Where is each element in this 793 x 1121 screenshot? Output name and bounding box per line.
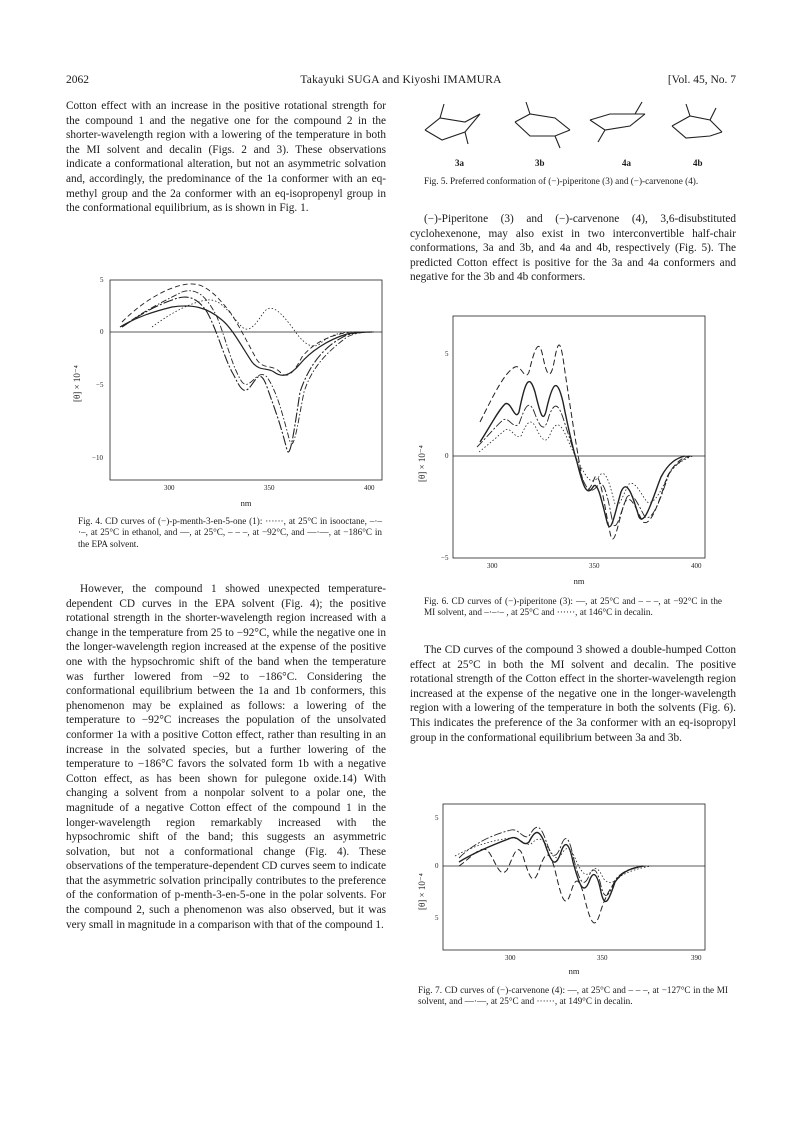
fig6-curve-mi-25 — [480, 382, 685, 527]
running-header — [66, 74, 736, 90]
fig7-xtick: 300 — [505, 954, 516, 962]
fig5-label-4b: 4b — [693, 158, 703, 168]
figure-7 — [415, 800, 715, 980]
fig7-curve-mi-25 — [459, 833, 643, 902]
fig7-ytick: 5 — [435, 814, 439, 822]
fig6-ytick: −5 — [441, 554, 449, 562]
fig7-curve-decalin-25 — [459, 827, 643, 895]
fig7-xlabel: nm — [568, 966, 580, 976]
figure-6 — [415, 312, 715, 586]
fig6-ylabel: [θ] × 10⁻⁴ — [417, 445, 427, 482]
fig4-xtick: 350 — [264, 484, 275, 492]
right-paragraph-1: (−)-Piperitone (3) and (−)-carvenone (4), 3,6-disubstituted cyclohexenone, may also exist in two interconvertible half-chair conformations, 3a and 3b, and 4a and 4b, respectively (Fig. 5). The predicted Cotton effect is positive for the 3a and 4a conformers and negative for the 3b and 4b conformers. — [410, 213, 736, 284]
fig7-ytick: 5 — [435, 914, 439, 922]
fig4-xtick: 400 — [364, 484, 375, 492]
fig7-caption: Fig. 7. CD curves of (−)-carvenone (4): —, at 25°C and – – –, at −127°C in the MI solvent, and —·—, at 25°C and ······, at 149°C in decalin. — [418, 985, 728, 1007]
right-paragraph-2: The CD curves of the compound 3 showed a double-humped Cotton effect at 25°C in both the MI solvent and decalin. The positive rotational strength of the Cotton effect in the shorter-wavelength region increased at the expense of the negative one in the longer-wavelength region with a lowering of the temperature in both the solvents (Fig. 6). This indicates the preference of the 3a conformer with an eq-isopropyl group in the conformational equilibrium between 3a and 3b. — [410, 644, 736, 744]
fig7-curve-mi-127 — [459, 849, 649, 923]
fig4-xlabel: nm — [240, 498, 252, 508]
fig6-ytick: 0 — [445, 452, 449, 460]
fig7-xtick: 390 — [691, 954, 702, 962]
volume-info: [Vol. 45, No. 7 — [667, 74, 736, 86]
left-paragraph-2: However, the compound 1 showed unexpected temperature-dependent CD curves in the EPA solvent (Fig. 4); the positive rotational strength in the shorter-wavelength region increased with a change in the temperature from 25 to −92°C, while the negative one in the longer-wavelength region increased at the expense of the positive one with the hypsochromic shift of the band when the temperature was further lowered from −92 to −186°C. Considering the conformational equilibrium between the 1a and 1b conformers, this phenomenon may be explained as follows: a lowering of the temperature to −92°C increases the population of the unsolvated conformer 1a with a positive Cotton effect, rather than resulting in an increase in the solvated species, but a further lowering of the temperature to −186°C favors the solvated form 1b with a negative Cotton effect, as has been shown for pulegone oxide.14) With changing a solvent from a nonpolar solvent to a polar one, the magnitude of a negative Cotton effect of the compound 1 in the longer-wavelength region remarkably increased with the hypsochromic shift of the band; this suggests an asymmetric solvation, but not a conformational change (Fig. 4). These observations of the temperature-dependent CD curves seem to indicate that the asymmetric solvation principally contributes to the preference of the conformation of p-menth-3-en-5-one in the polar solvents. For the compound 2, such a phenomenon was also observed, but it was very small in magnitude in a comparison with that of the compound 1. — [66, 583, 386, 931]
figure-5 — [410, 100, 736, 170]
fig6-xtick: 300 — [487, 562, 498, 570]
molecule-4b — [672, 104, 722, 138]
fig4-curve-epa-25 — [120, 306, 372, 375]
fig4-curve-ethanol — [122, 291, 372, 444]
fig6-xlabel: nm — [573, 576, 585, 586]
fig5-caption: Fig. 5. Preferred conformation of (−)-piperitone (3) and (−)-carvenone (4). — [424, 176, 699, 186]
running-authors: Takayuki SUGA and Kiyoshi IMAMURA — [300, 74, 502, 86]
fig4-curve-epa-186 — [122, 297, 372, 452]
fig6-ytick: 5 — [445, 350, 449, 358]
figure-4 — [72, 272, 392, 508]
fig4-xtick: 300 — [164, 484, 175, 492]
fig4-curve-epa-92 — [122, 284, 374, 375]
fig4-ytick: −10 — [92, 454, 103, 462]
fig4-ylabel: [θ] × 10⁻⁴ — [72, 365, 82, 402]
fig5-label-3b: 3b — [535, 158, 545, 168]
molecule-4a — [590, 102, 645, 142]
left-paragraph-1: Cotton effect with an increase in the positive rotational strength for the compound 1 and the negative one for the compound 2 in the shorter-wavelength region with a lowering of the temperature in both the MI solvent and decalin (Figs. 2 and 3). These observations indicate a conformational alteration, but not an asymmetric solvation and, accordingly, the predominance of the 1a conformer with an eq-methyl group and the 2a conformer with an eq-isopropenyl group in the conformational equilibrium, as is shown in Fig. 1. — [66, 100, 386, 215]
fig4-caption: Fig. 4. CD curves of (−)-p-menth-3-en-5-one (1): ······, at 25°C in isooctane, –·–·–, at 25°C in ethanol, and —, at 25°C, – – –, at −92°C, and —·—, at −186°C in the EPA solvent. — [78, 516, 382, 549]
fig5-structures — [410, 100, 736, 160]
fig4-ytick: 5 — [100, 276, 104, 284]
fig6-xtick: 350 — [589, 562, 600, 570]
fig7-ylabel: [θ] × 10⁻⁴ — [417, 873, 427, 910]
fig6-plot — [415, 312, 715, 582]
molecule-3a — [425, 104, 480, 144]
fig7-plot — [415, 800, 715, 980]
page-number: 2062 — [66, 74, 89, 86]
fig4-ytick: −5 — [96, 381, 104, 389]
fig5-label-4a: 4a — [622, 158, 631, 168]
fig7-xtick: 350 — [597, 954, 608, 962]
fig6-curve-decalin-146 — [479, 422, 693, 505]
fig6-curve-mi-92 — [480, 345, 690, 539]
fig4-ytick: 0 — [100, 328, 104, 336]
fig6-xtick: 400 — [691, 562, 702, 570]
fig6-caption: Fig. 6. CD curves of (−)-piperitone (3): —, at 25°C and – – –, at −92°C in the MI solvent, and –·–·– , at 25°C and ······, at 146°C in decalin. — [424, 596, 722, 618]
fig7-curve-decalin-149 — [455, 838, 651, 883]
fig4-plot — [82, 272, 392, 502]
fig7-ytick: 0 — [435, 862, 439, 870]
fig5-label-3a: 3a — [455, 158, 464, 168]
fig6-curve-decalin-25 — [477, 405, 691, 526]
molecule-3b — [515, 102, 570, 148]
